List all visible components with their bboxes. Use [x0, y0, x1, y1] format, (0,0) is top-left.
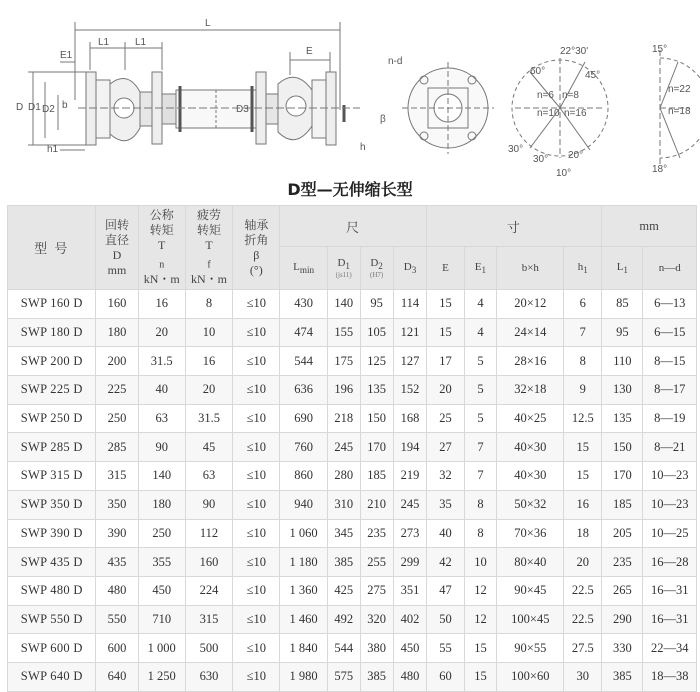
table-cell: 600 [96, 634, 138, 663]
table-cell: 185 [360, 462, 393, 491]
table-cell: 315 [185, 605, 232, 634]
table-cell: 160 [185, 548, 232, 577]
dim-label: D2 [42, 104, 55, 115]
table-cell: 80×40 [497, 548, 564, 577]
table-cell: 152 [393, 376, 427, 405]
dim-label: b [62, 100, 68, 111]
dim-label: E [306, 46, 313, 57]
table-cell: ≤10 [233, 605, 280, 634]
table-cell: 135 [602, 404, 643, 433]
table-row [8, 347, 697, 376]
header-size-mid: 寸 [427, 206, 602, 247]
table-cell: 8 [564, 347, 602, 376]
table-cell: 15 [427, 318, 464, 347]
table-cell: 351 [393, 576, 427, 605]
table-cell: ≤10 [233, 548, 280, 577]
header-d1: $D_1$ (js11) [327, 247, 360, 290]
table-cell: 5 [464, 347, 497, 376]
header-l-min: $L_{min}$ [280, 247, 327, 290]
table-cell: 235 [602, 548, 643, 577]
table-cell: 500 [185, 634, 232, 663]
technical-drawing [0, 0, 700, 180]
table-cell: 35 [427, 490, 464, 519]
dim-label: L1 [98, 37, 110, 48]
table-cell: 480 [393, 662, 427, 691]
table-cell: 180 [138, 490, 185, 519]
header-nominal-torque: 公称 转矩 T $_n$ kN・m [138, 206, 185, 290]
table-cell: 32×18 [497, 376, 564, 405]
table-cell: 225 [96, 376, 138, 405]
table-cell: 7 [564, 318, 602, 347]
table-cell: 15 [564, 433, 602, 462]
header-diameter: 回转 直径 D mm [96, 206, 138, 290]
table-cell: 385 [602, 662, 643, 691]
table-cell: 15 [427, 290, 464, 319]
table-cell: 10—25 [643, 519, 697, 548]
table-cell: 27.5 [564, 634, 602, 663]
table-cell: 114 [393, 290, 427, 319]
dim-label: 30° [533, 154, 549, 165]
table-cell: 205 [602, 519, 643, 548]
table-cell: 1 360 [280, 576, 327, 605]
dim-label: n=6 [537, 90, 554, 101]
table-cell: 450 [393, 634, 427, 663]
table-cell: 27 [427, 433, 464, 462]
table-cell: ≤10 [233, 662, 280, 691]
table-cell: 95 [360, 290, 393, 319]
table-row [8, 433, 697, 462]
dim-label: n=10 [537, 108, 560, 119]
table-cell: 20 [427, 376, 464, 405]
table-cell: 90 [138, 433, 185, 462]
table-cell: 280 [327, 462, 360, 491]
table-cell: 40×25 [497, 404, 564, 433]
table-cell: 640 [96, 662, 138, 691]
table-cell: 1 000 [138, 634, 185, 663]
table-cell: 10 [185, 318, 232, 347]
table-cell: 285 [96, 433, 138, 462]
dim-label: D3 [236, 104, 249, 115]
table-cell: 224 [185, 576, 232, 605]
table-cell: 140 [327, 290, 360, 319]
table-cell: 194 [393, 433, 427, 462]
table-cell: 10 [464, 548, 497, 577]
table-cell: 273 [393, 519, 427, 548]
table-cell: 5 [464, 404, 497, 433]
table-row [8, 318, 697, 347]
model-cell: SWP 160 D [8, 290, 96, 319]
table-cell: 105 [360, 318, 393, 347]
table-cell: 16—31 [643, 576, 697, 605]
table-cell: 18—38 [643, 662, 697, 691]
dim-label: β [380, 114, 386, 125]
header-bxh: b×h [497, 247, 564, 290]
dim-label: 10° [556, 168, 572, 179]
table-row [8, 576, 697, 605]
table-cell: 15 [464, 634, 497, 663]
table-cell: 245 [327, 433, 360, 462]
table-cell: 435 [96, 548, 138, 577]
dim-label: D1 [28, 102, 41, 113]
table-cell: ≤10 [233, 490, 280, 519]
table-cell: 402 [393, 605, 427, 634]
table-cell: 50 [427, 605, 464, 634]
table-cell: 112 [185, 519, 232, 548]
table-cell: 636 [280, 376, 327, 405]
table-cell: 28×16 [497, 347, 564, 376]
table-cell: 630 [185, 662, 232, 691]
table-cell: 275 [360, 576, 393, 605]
table-cell: 31.5 [185, 404, 232, 433]
model-cell: SWP 200 D [8, 347, 96, 376]
table-cell: 6—15 [643, 318, 697, 347]
table-cell: 255 [360, 548, 393, 577]
table-cell: 10—23 [643, 462, 697, 491]
table-cell: 235 [360, 519, 393, 548]
table-cell: 1 840 [280, 634, 327, 663]
table-cell: 8 [464, 490, 497, 519]
table-cell: 31.5 [138, 347, 185, 376]
table-cell: 474 [280, 318, 327, 347]
header-e: E [427, 247, 464, 290]
table-cell: 24×14 [497, 318, 564, 347]
model-cell: SWP 315 D [8, 462, 96, 491]
table-header-row [8, 206, 697, 247]
table-cell: 155 [327, 318, 360, 347]
table-cell: ≤10 [233, 576, 280, 605]
table-cell: 90×45 [497, 576, 564, 605]
table-cell: 170 [602, 462, 643, 491]
table-cell: ≤10 [233, 634, 280, 663]
table-row [8, 519, 697, 548]
model-cell: SWP 285 D [8, 433, 96, 462]
table-cell: 16—31 [643, 605, 697, 634]
table-cell: 130 [602, 376, 643, 405]
table-cell: 121 [393, 318, 427, 347]
table-cell: 20×12 [497, 290, 564, 319]
table-cell: ≤10 [233, 519, 280, 548]
header-model: 型 号 [8, 206, 96, 290]
table-cell: 90×55 [497, 634, 564, 663]
table-cell: 345 [327, 519, 360, 548]
table-cell: 1 460 [280, 605, 327, 634]
table-cell: 8—19 [643, 404, 697, 433]
page-title: D型—无伸缩长型 [287, 180, 413, 199]
model-cell: SWP 390 D [8, 519, 96, 548]
table-cell: 168 [393, 404, 427, 433]
table-cell: 299 [393, 548, 427, 577]
table-row [8, 634, 697, 663]
table-cell: 385 [327, 548, 360, 577]
table-cell: 22.5 [564, 605, 602, 634]
model-cell: SWP 250 D [8, 404, 96, 433]
table-cell: 9 [564, 376, 602, 405]
table-cell: 95 [602, 318, 643, 347]
dim-label: L [205, 18, 211, 29]
model-cell: SWP 350 D [8, 490, 96, 519]
table-cell: 180 [96, 318, 138, 347]
table-row [8, 490, 697, 519]
table-cell: ≤10 [233, 404, 280, 433]
table-cell: 250 [138, 519, 185, 548]
table-cell: ≤10 [233, 433, 280, 462]
table-cell: 12 [464, 605, 497, 634]
table-row [8, 376, 697, 405]
header-e1: $E_1$ [464, 247, 497, 290]
dim-label: h1 [47, 144, 59, 155]
table-cell: 940 [280, 490, 327, 519]
table-row [8, 404, 697, 433]
table-cell: 135 [360, 376, 393, 405]
model-cell: SWP 600 D [8, 634, 96, 663]
table-cell: 480 [96, 576, 138, 605]
table-cell: 100×60 [497, 662, 564, 691]
table-cell: 85 [602, 290, 643, 319]
table-cell: 250 [96, 404, 138, 433]
table-cell: 125 [360, 347, 393, 376]
table-cell: 12 [464, 576, 497, 605]
table-cell: ≤10 [233, 290, 280, 319]
table-cell: 219 [393, 462, 427, 491]
header-d2: $D_2$ (H7) [360, 247, 393, 290]
table-cell: 8—15 [643, 347, 697, 376]
table-cell: 1 980 [280, 662, 327, 691]
dim-label: n-d [388, 56, 403, 67]
table-cell: 1 060 [280, 519, 327, 548]
table-row [8, 290, 697, 319]
table-cell: 385 [360, 662, 393, 691]
table-cell: 710 [138, 605, 185, 634]
header-l1: $L_1$ [602, 247, 643, 290]
table-cell: 290 [602, 605, 643, 634]
table-cell: 63 [138, 404, 185, 433]
header-angle: 轴承 折角 β (°) [233, 206, 280, 290]
table-cell: 185 [602, 490, 643, 519]
table-cell: 170 [360, 433, 393, 462]
table-cell: ≤10 [233, 376, 280, 405]
dim-label: h [360, 142, 366, 153]
table-cell: 110 [602, 347, 643, 376]
table-cell: 22—34 [643, 634, 697, 663]
table-cell: 18 [564, 519, 602, 548]
table-cell: 16 [564, 490, 602, 519]
table-cell: 330 [602, 634, 643, 663]
table-cell: 16—28 [643, 548, 697, 577]
dim-label: 60° [530, 66, 546, 77]
table-cell: 47 [427, 576, 464, 605]
dim-label: L1 [135, 37, 147, 48]
dim-label: 15° [652, 44, 668, 55]
table-cell: 218 [327, 404, 360, 433]
table-cell: 7 [464, 462, 497, 491]
table-cell: 265 [602, 576, 643, 605]
table-cell: 8—21 [643, 433, 697, 462]
table-cell: 17 [427, 347, 464, 376]
dim-label: E1 [60, 50, 73, 61]
table-cell: 150 [360, 404, 393, 433]
model-cell: SWP 480 D [8, 576, 96, 605]
table-cell: 380 [360, 634, 393, 663]
table-cell: 45 [185, 433, 232, 462]
table-cell: 450 [138, 576, 185, 605]
table-row [8, 605, 697, 634]
header-fatigue-torque: 疲劳 转矩 T $_f$ kN・m [185, 206, 232, 290]
table-cell: 50×32 [497, 490, 564, 519]
table-cell: 8—17 [643, 376, 697, 405]
table-cell: 550 [96, 605, 138, 634]
table-cell: 6 [564, 290, 602, 319]
table-cell: 4 [464, 290, 497, 319]
table-cell: 40×30 [497, 462, 564, 491]
table-cell: 16 [138, 290, 185, 319]
table-row [8, 662, 697, 691]
model-cell: SWP 640 D [8, 662, 96, 691]
table-cell: 100×45 [497, 605, 564, 634]
table-cell: 430 [280, 290, 327, 319]
table-cell: 15 [464, 662, 497, 691]
header-size-unit: mm [602, 206, 697, 247]
spec-table [7, 205, 697, 692]
table-cell: 10—23 [643, 490, 697, 519]
table-cell: 160 [96, 290, 138, 319]
dim-label: n=8 [562, 90, 579, 101]
table-cell: 20 [185, 376, 232, 405]
table-cell: 32 [427, 462, 464, 491]
table-cell: 42 [427, 548, 464, 577]
table-cell: 63 [185, 462, 232, 491]
model-cell: SWP 180 D [8, 318, 96, 347]
table-cell: 20 [138, 318, 185, 347]
dim-label: D [16, 102, 24, 113]
header-n-d: n—d [643, 247, 697, 290]
table-cell: 40×30 [497, 433, 564, 462]
table-cell: ≤10 [233, 462, 280, 491]
table-cell: 544 [280, 347, 327, 376]
table-cell: 8 [185, 290, 232, 319]
table-cell: 20 [564, 548, 602, 577]
table-cell: 175 [327, 347, 360, 376]
table-cell: ≤10 [233, 347, 280, 376]
table-cell: 690 [280, 404, 327, 433]
table-cell: 350 [96, 490, 138, 519]
table-cell: 390 [96, 519, 138, 548]
table-cell: 60 [427, 662, 464, 691]
header-size-left: 尺 [280, 206, 427, 247]
table-cell: 30 [564, 662, 602, 691]
header-h1: $h_1$ [564, 247, 602, 290]
model-cell: SWP 435 D [8, 548, 96, 577]
table-cell: 1 250 [138, 662, 185, 691]
dim-label: 18° [652, 164, 668, 175]
table-cell: 1 180 [280, 548, 327, 577]
header-d3: $D_3$ [393, 247, 427, 290]
dim-label: 30° [508, 144, 524, 155]
table-cell: 16 [185, 347, 232, 376]
table-cell: 40 [138, 376, 185, 405]
table-cell: 150 [602, 433, 643, 462]
table-cell: 12.5 [564, 404, 602, 433]
table-cell: 22.5 [564, 576, 602, 605]
table-cell: 320 [360, 605, 393, 634]
table-cell: 760 [280, 433, 327, 462]
table-cell: 492 [327, 605, 360, 634]
table-cell: 315 [96, 462, 138, 491]
model-cell: SWP 550 D [8, 605, 96, 634]
dim-label: 45° [585, 70, 601, 81]
table-cell: 70×36 [497, 519, 564, 548]
table-cell: ≤10 [233, 318, 280, 347]
table-cell: 5 [464, 376, 497, 405]
table-cell: 245 [393, 490, 427, 519]
table-cell: 200 [96, 347, 138, 376]
table-cell: 55 [427, 634, 464, 663]
dim-label: n=22 [668, 84, 691, 95]
table-cell: 140 [138, 462, 185, 491]
table-cell: 6—13 [643, 290, 697, 319]
table-cell: 355 [138, 548, 185, 577]
table-cell: 860 [280, 462, 327, 491]
table-cell: 4 [464, 318, 497, 347]
table-row [8, 548, 697, 577]
table-cell: 196 [327, 376, 360, 405]
table-cell: 90 [185, 490, 232, 519]
table-cell: 40 [427, 519, 464, 548]
table-cell: 8 [464, 519, 497, 548]
table-cell: 544 [327, 634, 360, 663]
table-cell: 425 [327, 576, 360, 605]
table-cell: 575 [327, 662, 360, 691]
dim-label: 22°30' [560, 46, 589, 57]
table-cell: 15 [564, 462, 602, 491]
model-cell: SWP 225 D [8, 376, 96, 405]
dim-label: n=16 [564, 108, 587, 119]
table-cell: 25 [427, 404, 464, 433]
table-cell: 7 [464, 433, 497, 462]
dim-label: 20° [568, 150, 584, 161]
table-cell: 210 [360, 490, 393, 519]
table-row [8, 462, 697, 491]
table-cell: 310 [327, 490, 360, 519]
dim-label: n=18 [668, 106, 691, 117]
table-cell: 127 [393, 347, 427, 376]
